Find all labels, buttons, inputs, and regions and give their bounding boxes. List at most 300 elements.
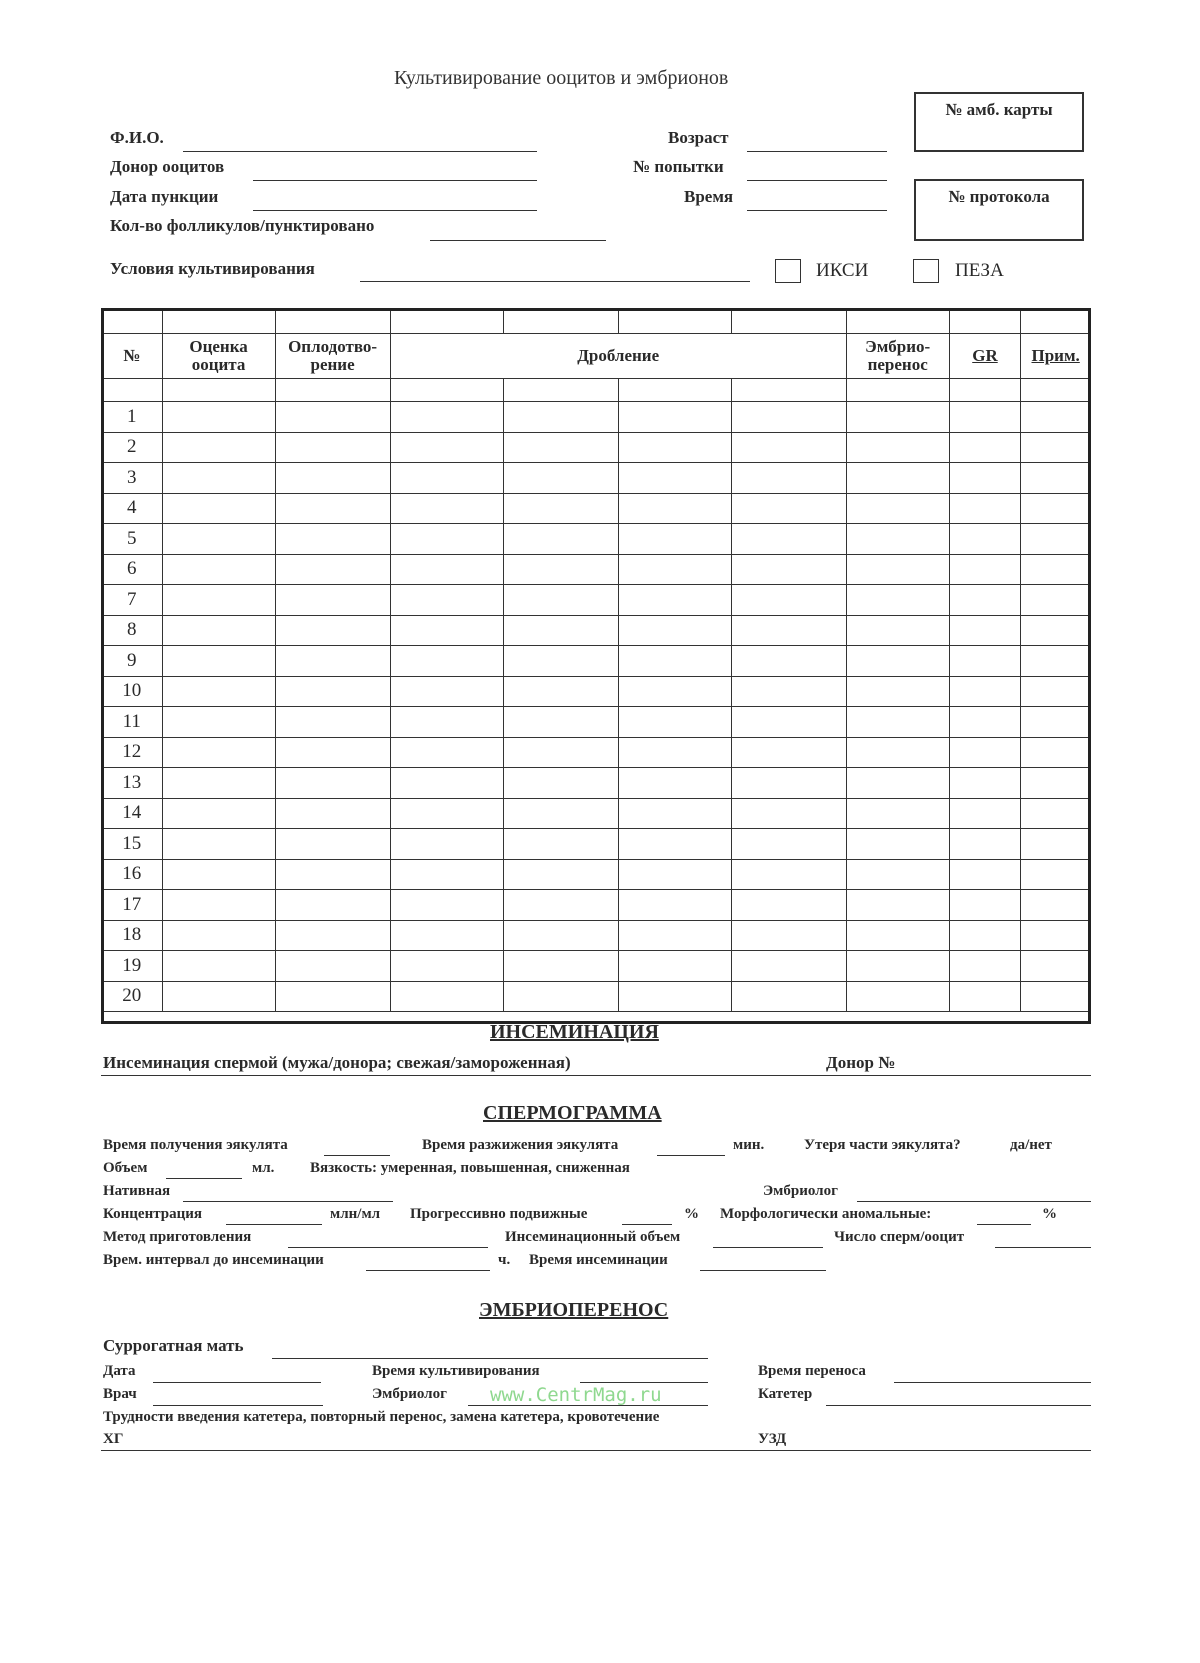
table-cell[interactable] bbox=[949, 615, 1021, 646]
row-number: 12 bbox=[102, 737, 163, 768]
concentration-label: Концентрация bbox=[103, 1206, 203, 1222]
table-cell[interactable] bbox=[846, 951, 949, 982]
table-cell[interactable] bbox=[949, 707, 1021, 738]
embryologist-field-1[interactable] bbox=[857, 1201, 1091, 1202]
embryologist-label-2: Эмбриолог bbox=[372, 1386, 447, 1402]
insem-volume-label: Инсеминационный объем bbox=[505, 1229, 681, 1245]
spermogram-heading: СПЕРМОГРАММА bbox=[483, 1102, 662, 1124]
table-cell[interactable] bbox=[275, 859, 390, 890]
table-cell[interactable] bbox=[162, 402, 275, 433]
row-number: 9 bbox=[102, 646, 163, 677]
age-label: Возраст bbox=[668, 128, 729, 147]
receipt-time-field[interactable] bbox=[324, 1155, 390, 1156]
table-cell[interactable] bbox=[275, 829, 390, 860]
table-row bbox=[102, 890, 1091, 921]
table-cell[interactable] bbox=[162, 951, 275, 982]
table-row bbox=[102, 646, 1091, 677]
table-cell[interactable] bbox=[846, 493, 949, 524]
col-note-header: Прим. bbox=[1021, 334, 1091, 379]
table-cell[interactable] bbox=[162, 646, 275, 677]
table-cell[interactable] bbox=[1021, 493, 1091, 524]
hg-label: ХГ bbox=[103, 1431, 124, 1447]
prep-method-label: Метод приготовления bbox=[103, 1229, 252, 1245]
table-cell[interactable] bbox=[162, 768, 275, 799]
table-cell[interactable] bbox=[503, 890, 618, 921]
row-number: 13 bbox=[102, 768, 163, 799]
col-fertilization-header: Оплодотво-рение bbox=[275, 334, 390, 379]
table-cell[interactable] bbox=[390, 829, 503, 860]
uzd-label: УЗД bbox=[758, 1431, 787, 1447]
table-cell[interactable] bbox=[503, 402, 618, 433]
table-cell[interactable] bbox=[275, 615, 390, 646]
catheter-label: Катетер bbox=[758, 1386, 813, 1402]
table-cell[interactable] bbox=[618, 524, 731, 555]
table-cell[interactable] bbox=[162, 554, 275, 585]
table-cell[interactable] bbox=[1021, 432, 1091, 463]
table-cell[interactable] bbox=[846, 920, 949, 951]
liquefaction-field[interactable] bbox=[657, 1155, 725, 1156]
table-row bbox=[102, 981, 1091, 1012]
table-cell[interactable] bbox=[618, 798, 731, 829]
table-cell[interactable] bbox=[846, 798, 949, 829]
table-cell[interactable] bbox=[1021, 676, 1091, 707]
table-row bbox=[102, 737, 1091, 768]
table-cell[interactable] bbox=[503, 524, 618, 555]
table-cell[interactable] bbox=[1021, 646, 1091, 677]
table-cell[interactable] bbox=[949, 524, 1021, 555]
table-cell[interactable] bbox=[846, 463, 949, 494]
table-cell[interactable] bbox=[949, 890, 1021, 921]
table-cell[interactable] bbox=[162, 981, 275, 1012]
table-row bbox=[102, 402, 1091, 433]
table-cell[interactable] bbox=[1021, 737, 1091, 768]
table-cell[interactable] bbox=[1021, 920, 1091, 951]
table-cell[interactable] bbox=[503, 585, 618, 616]
table-cell[interactable] bbox=[618, 951, 731, 982]
table-cell[interactable] bbox=[275, 981, 390, 1012]
interval-label: Врем. интервал до инсеминации bbox=[103, 1252, 324, 1268]
insem-time-label: Время инсеминации bbox=[529, 1252, 668, 1268]
row-number: 4 bbox=[102, 493, 163, 524]
row-number: 5 bbox=[102, 524, 163, 555]
table-cell[interactable] bbox=[503, 676, 618, 707]
table-cell[interactable] bbox=[390, 524, 503, 555]
table-cell[interactable] bbox=[731, 493, 846, 524]
table-cell[interactable] bbox=[949, 920, 1021, 951]
table-cell[interactable] bbox=[949, 646, 1021, 677]
table-cell[interactable] bbox=[949, 737, 1021, 768]
follicles-field[interactable] bbox=[430, 240, 606, 241]
table-cell[interactable] bbox=[731, 981, 846, 1012]
follicles-label: Кол-во фолликулов/пунктировано bbox=[110, 216, 375, 235]
table-cell[interactable] bbox=[949, 829, 1021, 860]
table-row bbox=[102, 768, 1091, 799]
table-cell[interactable] bbox=[846, 615, 949, 646]
header-sub-row bbox=[102, 379, 1091, 402]
table-cell[interactable] bbox=[618, 463, 731, 494]
table-cell[interactable] bbox=[949, 554, 1021, 585]
table-cell[interactable] bbox=[390, 554, 503, 585]
table-row bbox=[102, 676, 1091, 707]
table-row bbox=[102, 920, 1091, 951]
catheter-field[interactable] bbox=[826, 1405, 1091, 1406]
row-number: 20 bbox=[102, 981, 163, 1012]
table-cell[interactable] bbox=[503, 554, 618, 585]
table-cell[interactable] bbox=[618, 707, 731, 738]
table-row bbox=[102, 432, 1091, 463]
table-cell[interactable] bbox=[731, 920, 846, 951]
ml-unit: мл. bbox=[252, 1160, 275, 1176]
table-cell[interactable] bbox=[846, 768, 949, 799]
table-cell[interactable] bbox=[846, 554, 949, 585]
protocol-number-box[interactable]: № протокола bbox=[914, 179, 1084, 241]
insem-time-field[interactable] bbox=[700, 1270, 826, 1271]
table-cell[interactable] bbox=[390, 890, 503, 921]
table-cell[interactable] bbox=[618, 890, 731, 921]
table-cell[interactable] bbox=[162, 493, 275, 524]
table-cell[interactable] bbox=[390, 737, 503, 768]
table-cell[interactable] bbox=[949, 981, 1021, 1012]
attempt-label: № попытки bbox=[633, 157, 724, 176]
table-cell[interactable] bbox=[1021, 554, 1091, 585]
table-cell[interactable] bbox=[275, 676, 390, 707]
table-cell[interactable] bbox=[275, 798, 390, 829]
table-cell[interactable] bbox=[731, 737, 846, 768]
table-cell[interactable] bbox=[162, 920, 275, 951]
volume-label: Объем bbox=[103, 1160, 148, 1176]
row-number: 14 bbox=[102, 798, 163, 829]
table-cell[interactable] bbox=[1021, 402, 1091, 433]
table-cell[interactable] bbox=[949, 798, 1021, 829]
row-number: 19 bbox=[102, 951, 163, 982]
table-cell[interactable] bbox=[949, 585, 1021, 616]
conditions-field[interactable] bbox=[360, 281, 750, 282]
row-number: 11 bbox=[102, 707, 163, 738]
insemination-heading: ИНСЕМИНАЦИЯ bbox=[490, 1021, 659, 1043]
watermark-text: www.CentrMag.ru bbox=[490, 1384, 662, 1406]
table-cell[interactable] bbox=[162, 829, 275, 860]
table-cell[interactable] bbox=[618, 859, 731, 890]
table-cell[interactable] bbox=[846, 646, 949, 677]
table-cell[interactable] bbox=[390, 798, 503, 829]
table-cell[interactable] bbox=[846, 524, 949, 555]
donor-no-label: Донор № bbox=[826, 1053, 896, 1072]
table-cell[interactable] bbox=[1021, 707, 1091, 738]
volume-field[interactable] bbox=[166, 1178, 242, 1179]
table-cell[interactable] bbox=[949, 493, 1021, 524]
table-cell[interactable] bbox=[731, 859, 846, 890]
date-label: Дата bbox=[103, 1363, 136, 1379]
table-cell[interactable] bbox=[162, 432, 275, 463]
row-number: 8 bbox=[102, 615, 163, 646]
pesa-label: ПЕЗА bbox=[955, 260, 1004, 281]
icsi-label: ИКСИ bbox=[816, 260, 869, 281]
table-cell[interactable] bbox=[731, 615, 846, 646]
surrogate-field[interactable] bbox=[272, 1358, 708, 1359]
table-cell[interactable] bbox=[1021, 585, 1091, 616]
table-row bbox=[102, 524, 1091, 555]
table-cell[interactable] bbox=[390, 859, 503, 890]
table-cell[interactable] bbox=[162, 524, 275, 555]
table-cell[interactable] bbox=[390, 981, 503, 1012]
table-cell[interactable] bbox=[1021, 859, 1091, 890]
table-cell[interactable] bbox=[275, 585, 390, 616]
table-cell[interactable] bbox=[618, 646, 731, 677]
table-cell[interactable] bbox=[846, 676, 949, 707]
receipt-time-label: Время получения эякулята bbox=[103, 1137, 288, 1153]
table-cell[interactable] bbox=[1021, 829, 1091, 860]
embryo-transfer-heading: ЭМБРИОПЕРЕНОС bbox=[479, 1299, 669, 1321]
table-cell[interactable] bbox=[503, 463, 618, 494]
table-row bbox=[102, 585, 1091, 616]
table-cell[interactable] bbox=[390, 432, 503, 463]
insem-volume-field[interactable] bbox=[713, 1247, 823, 1248]
sperm-per-oocyte-field[interactable] bbox=[995, 1247, 1091, 1248]
table-cell[interactable] bbox=[503, 859, 618, 890]
mln-ml-unit: млн/мл bbox=[330, 1206, 381, 1222]
table-cell[interactable] bbox=[846, 402, 949, 433]
row-number: 18 bbox=[102, 920, 163, 951]
table-cell[interactable] bbox=[1021, 981, 1091, 1012]
table-cell[interactable] bbox=[846, 585, 949, 616]
table-cell[interactable] bbox=[162, 737, 275, 768]
table-cell[interactable] bbox=[275, 463, 390, 494]
table-cell[interactable] bbox=[949, 951, 1021, 982]
table-cell[interactable] bbox=[275, 768, 390, 799]
table-cell[interactable] bbox=[731, 890, 846, 921]
row-number: 1 bbox=[102, 402, 163, 433]
table-cell[interactable] bbox=[162, 707, 275, 738]
table-cell[interactable] bbox=[275, 707, 390, 738]
table-cell[interactable] bbox=[162, 615, 275, 646]
table-row bbox=[102, 951, 1091, 982]
table-cell[interactable] bbox=[731, 798, 846, 829]
table-cell[interactable] bbox=[731, 524, 846, 555]
table-cell[interactable] bbox=[1021, 768, 1091, 799]
table-cell[interactable] bbox=[846, 890, 949, 921]
table-cell[interactable] bbox=[1021, 463, 1091, 494]
table-cell[interactable] bbox=[275, 554, 390, 585]
time-label: Время bbox=[684, 187, 734, 206]
donor-field[interactable] bbox=[253, 180, 537, 181]
table-cell[interactable] bbox=[162, 890, 275, 921]
table-cell[interactable] bbox=[390, 615, 503, 646]
icsi-checkbox[interactable] bbox=[775, 259, 801, 283]
puncture-date-field[interactable] bbox=[253, 210, 537, 211]
table-cell[interactable] bbox=[390, 951, 503, 982]
table-cell[interactable] bbox=[618, 920, 731, 951]
col-transfer-header: Эмбрио-перенос bbox=[846, 334, 949, 379]
table-cell[interactable] bbox=[503, 493, 618, 524]
table-cell[interactable] bbox=[503, 707, 618, 738]
table-cell[interactable] bbox=[949, 463, 1021, 494]
culture-time-field[interactable] bbox=[580, 1382, 708, 1383]
age-field[interactable] bbox=[747, 151, 887, 152]
morph-field[interactable] bbox=[977, 1224, 1031, 1225]
table-cell[interactable] bbox=[618, 615, 731, 646]
table-cell[interactable] bbox=[275, 951, 390, 982]
table-cell[interactable] bbox=[275, 646, 390, 677]
table-cell[interactable] bbox=[731, 402, 846, 433]
table-cell[interactable] bbox=[390, 463, 503, 494]
table-cell[interactable] bbox=[731, 707, 846, 738]
fio-field[interactable] bbox=[183, 151, 537, 152]
table-cell[interactable] bbox=[390, 402, 503, 433]
time-field[interactable] bbox=[747, 210, 887, 211]
hg-uzd-field[interactable] bbox=[101, 1450, 1091, 1451]
table-cell[interactable] bbox=[503, 981, 618, 1012]
row-number: 2 bbox=[102, 432, 163, 463]
table-cell[interactable] bbox=[275, 402, 390, 433]
table-cell[interactable] bbox=[618, 737, 731, 768]
table-cell[interactable] bbox=[949, 432, 1021, 463]
table-cell[interactable] bbox=[1021, 890, 1091, 921]
loss-label: Утеря части эякулята? bbox=[804, 1137, 961, 1153]
progressive-field[interactable] bbox=[622, 1224, 672, 1225]
col-cleavage-header: Дробление bbox=[390, 334, 846, 379]
table-cell[interactable] bbox=[731, 768, 846, 799]
table-cell[interactable] bbox=[731, 432, 846, 463]
table-cell[interactable] bbox=[731, 646, 846, 677]
table-cell[interactable] bbox=[846, 859, 949, 890]
table-cell[interactable] bbox=[618, 402, 731, 433]
table-cell[interactable] bbox=[949, 768, 1021, 799]
table-row bbox=[102, 493, 1091, 524]
table-cell[interactable] bbox=[503, 798, 618, 829]
table-cell[interactable] bbox=[275, 493, 390, 524]
yes-no-option[interactable]: да/нет bbox=[1010, 1137, 1052, 1153]
table-cell[interactable] bbox=[1021, 798, 1091, 829]
page-title: Культивирование ооцитов и эмбрионов bbox=[394, 67, 729, 89]
row-number: 16 bbox=[102, 859, 163, 890]
table-cell[interactable] bbox=[503, 951, 618, 982]
table-cell[interactable] bbox=[503, 432, 618, 463]
table-cell[interactable] bbox=[1021, 615, 1091, 646]
table-cell[interactable] bbox=[949, 859, 1021, 890]
table-row bbox=[102, 707, 1091, 738]
insemination-field[interactable] bbox=[101, 1075, 1091, 1076]
table-cell[interactable] bbox=[731, 951, 846, 982]
morph-label: Морфологически аномальные: bbox=[720, 1206, 932, 1222]
table-cell[interactable] bbox=[390, 493, 503, 524]
table-cell[interactable] bbox=[731, 676, 846, 707]
table-cell[interactable] bbox=[618, 493, 731, 524]
table-cell[interactable] bbox=[162, 585, 275, 616]
table-cell[interactable] bbox=[618, 981, 731, 1012]
table-cell[interactable] bbox=[503, 646, 618, 677]
progressive-label: Прогрессивно подвижные bbox=[410, 1206, 588, 1222]
table-cell[interactable] bbox=[618, 829, 731, 860]
row-number: 15 bbox=[102, 829, 163, 860]
table-cell[interactable] bbox=[275, 890, 390, 921]
table-cell[interactable] bbox=[162, 798, 275, 829]
table-cell[interactable] bbox=[731, 463, 846, 494]
prep-method-field[interactable] bbox=[288, 1247, 488, 1248]
table-cell[interactable] bbox=[275, 524, 390, 555]
min-unit: мин. bbox=[733, 1137, 765, 1153]
col-number-header: № bbox=[102, 334, 163, 379]
table-cell[interactable] bbox=[503, 920, 618, 951]
table-cell[interactable] bbox=[162, 859, 275, 890]
hours-unit: ч. bbox=[498, 1252, 511, 1268]
header-row bbox=[102, 334, 1091, 379]
table-cell[interactable] bbox=[162, 676, 275, 707]
culture-table bbox=[101, 308, 1091, 1012]
date-field[interactable] bbox=[153, 1382, 321, 1383]
table-cell[interactable] bbox=[846, 432, 949, 463]
table-cell[interactable] bbox=[390, 768, 503, 799]
table-cell[interactable] bbox=[390, 707, 503, 738]
table-cell[interactable] bbox=[618, 676, 731, 707]
table-cell[interactable] bbox=[846, 829, 949, 860]
table-cell[interactable] bbox=[1021, 951, 1091, 982]
donor-label: Донор ооцитов bbox=[110, 157, 225, 176]
pesa-checkbox[interactable] bbox=[913, 259, 939, 283]
table-cell[interactable] bbox=[618, 585, 731, 616]
transfer-time-field[interactable] bbox=[894, 1382, 1091, 1383]
table-cell[interactable] bbox=[275, 432, 390, 463]
fio-label: Ф.И.О. bbox=[110, 128, 164, 147]
table-cell[interactable] bbox=[390, 646, 503, 677]
table-row bbox=[102, 859, 1091, 890]
table-cell[interactable] bbox=[846, 737, 949, 768]
table-cell[interactable] bbox=[731, 554, 846, 585]
table-cell[interactable] bbox=[731, 829, 846, 860]
progressive-pct-unit: % bbox=[684, 1206, 699, 1222]
table-cell[interactable] bbox=[503, 829, 618, 860]
table-cell[interactable] bbox=[846, 707, 949, 738]
row-number: 7 bbox=[102, 585, 163, 616]
card-number-box[interactable]: № амб. карты bbox=[914, 92, 1084, 152]
table-cell[interactable] bbox=[390, 920, 503, 951]
table-row bbox=[102, 829, 1091, 860]
table-cell[interactable] bbox=[846, 981, 949, 1012]
difficulties-text: Трудности введения катетера, повторный перенос, замена катетера, кровотечение bbox=[103, 1409, 660, 1425]
table-cell[interactable] bbox=[275, 920, 390, 951]
interval-field[interactable] bbox=[366, 1270, 490, 1271]
attempt-field[interactable] bbox=[747, 180, 887, 181]
table-row bbox=[102, 463, 1091, 494]
table-cell[interactable] bbox=[503, 768, 618, 799]
concentration-field[interactable] bbox=[226, 1224, 322, 1225]
table-cell[interactable] bbox=[618, 432, 731, 463]
doctor-field[interactable] bbox=[153, 1405, 323, 1406]
table-cell[interactable] bbox=[618, 554, 731, 585]
table-cell[interactable] bbox=[503, 737, 618, 768]
row-number: 10 bbox=[102, 676, 163, 707]
header-spacer-row bbox=[102, 309, 1091, 334]
table-cell[interactable] bbox=[390, 676, 503, 707]
table-cell[interactable] bbox=[275, 737, 390, 768]
table-cell[interactable] bbox=[949, 402, 1021, 433]
table-cell[interactable] bbox=[949, 676, 1021, 707]
table-row bbox=[102, 798, 1091, 829]
col-oocyte-header: Оценка ооцита bbox=[162, 334, 275, 379]
embryologist-label-1: Эмбриолог bbox=[763, 1183, 838, 1199]
table-cell[interactable] bbox=[162, 463, 275, 494]
doctor-label: Врач bbox=[103, 1386, 137, 1402]
native-field[interactable] bbox=[183, 1201, 393, 1202]
table-cell[interactable] bbox=[731, 585, 846, 616]
table-cell[interactable] bbox=[618, 768, 731, 799]
row-number: 17 bbox=[102, 890, 163, 921]
table-cell[interactable] bbox=[1021, 524, 1091, 555]
table-row bbox=[102, 615, 1091, 646]
table-cell[interactable] bbox=[503, 615, 618, 646]
puncture-date-label: Дата пункции bbox=[110, 187, 219, 206]
col-gr-header: GR bbox=[949, 334, 1021, 379]
table-cell[interactable] bbox=[390, 585, 503, 616]
